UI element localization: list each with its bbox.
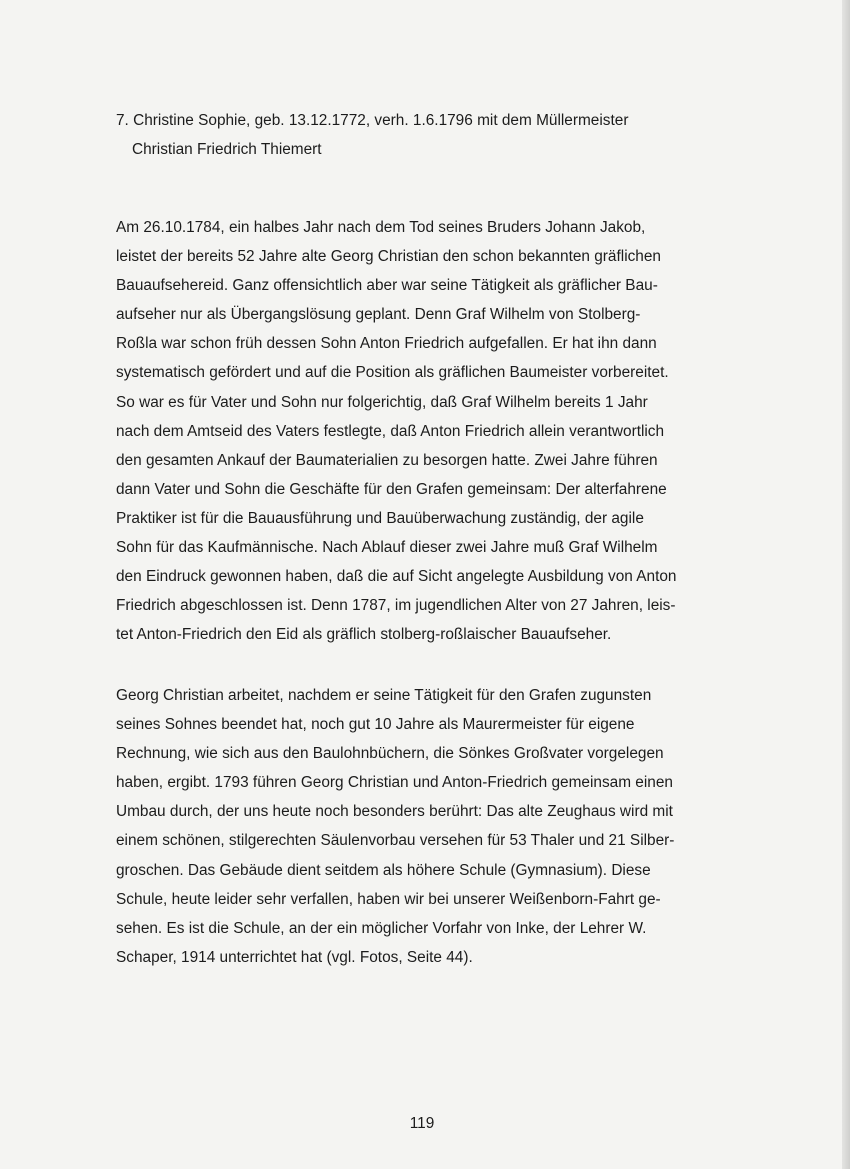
list-item-line: Christian Friedrich Thiemert	[132, 141, 322, 158]
page-number-container	[0, 1115, 850, 1133]
paragraph-line: den gesamten Ankauf der Baumaterialien zu besorgen hatte. Zwei Jahre führen	[116, 451, 658, 469]
paragraph-line: Sohn für das Kaufmännische. Nach Ablauf dieser zwei Jahre muß Graf Wilhelm	[116, 539, 658, 557]
paragraph-line: Bauaufsehereid. Ganz offensichtlich aber war seine Tätigkeit als gräflicher Bau-	[116, 277, 658, 295]
paragraph-line: Praktiker ist für die Bauausführung und Bauüberwachung zuständig, der agile	[116, 509, 644, 527]
paragraph-line: leistet der bereits 52 Jahre alte Georg Christian den schon bekannten gräflichen	[116, 248, 661, 266]
page-edge-shadow	[842, 0, 850, 1169]
paragraph-line: nach dem Amtseid des Vaters festlegte, daß Anton Friedrich allein verantwortlich	[116, 422, 665, 440]
list-item-line: 7. Christine Sophie, geb. 13.12.1772, verh. 1.6.1796 mit dem Müllermeister	[116, 112, 629, 129]
list-item-christine-sophie	[116, 106, 756, 164]
paragraph-line: Am 26.10.1784, ein halbes Jahr nach dem Tod seines Bruders Johann Jakob,	[116, 219, 646, 236]
paragraph-2	[116, 681, 726, 972]
page-number: 119	[409, 1115, 435, 1132]
paragraph-line: einem schönen, stilgerechten Säulenvorbau versehen für 53 Thaler und 21 Silber-	[116, 832, 675, 850]
paragraph-line: sehen. Es ist die Schule, an der ein möglicher Vorfahr von Inke, der Lehrer W.	[116, 919, 647, 937]
paragraph-line: Friedrich abgeschlossen ist. Denn 1787, im jugendlichen Alter von 27 Jahren, leis-	[116, 597, 676, 615]
paragraph-line: Georg Christian arbeitet, nachdem er seine Tätigkeit für den Grafen zugunsten	[116, 687, 652, 704]
paragraph-line: seines Sohnes beendet hat, noch gut 10 Jahre als Maurermeister für eigene	[116, 716, 635, 734]
paragraph-line: aufseher nur als Übergangslösung geplant. Denn Graf Wilhelm von Stolberg-	[116, 306, 641, 324]
paragraph-line: den Eindruck gewonnen haben, daß die auf Sicht angelegte Ausbildung von Anton	[116, 568, 677, 586]
paragraph-line: Schaper, 1914 unterrichtet hat (vgl. Fotos, Seite 44).	[116, 948, 473, 966]
paragraph-line: systematisch gefördert und auf die Position als gräflichen Baumeister vorbereitet.	[116, 364, 669, 382]
paragraph-1	[116, 213, 726, 649]
paragraph-line: tet Anton-Friedrich den Eid als gräflich stolberg-roßlaischer Bauaufseher.	[116, 626, 612, 644]
paragraph-line: groschen. Das Gebäude dient seitdem als höhere Schule (Gymnasium). Diese	[116, 861, 651, 879]
paragraph-line: Roßla war schon früh dessen Sohn Anton Friedrich aufgefallen. Er hat ihn dann	[116, 335, 657, 353]
paragraph-line: Rechnung, wie sich aus den Baulohnbüchern, die Sönkes Großvater vorgelegen	[116, 745, 664, 763]
paragraph-line: dann Vater und Sohn die Geschäfte für den Grafen gemeinsam: Der alterfahrene	[116, 480, 667, 498]
paragraph-line: Schule, heute leider sehr verfallen, haben wir bei unserer Weißenborn-Fahrt ge-	[116, 890, 661, 908]
paragraph-line: haben, ergibt. 1793 führen Georg Christian und Anton-Friedrich gemeinsam einen	[116, 774, 673, 792]
paragraph-line: Umbau durch, der uns heute noch besonders berührt: Das alte Zeughaus wird mit	[116, 803, 673, 821]
paragraph-line: So war es für Vater und Sohn nur folgerichtig, daß Graf Wilhelm bereits 1 Jahr	[116, 393, 648, 411]
